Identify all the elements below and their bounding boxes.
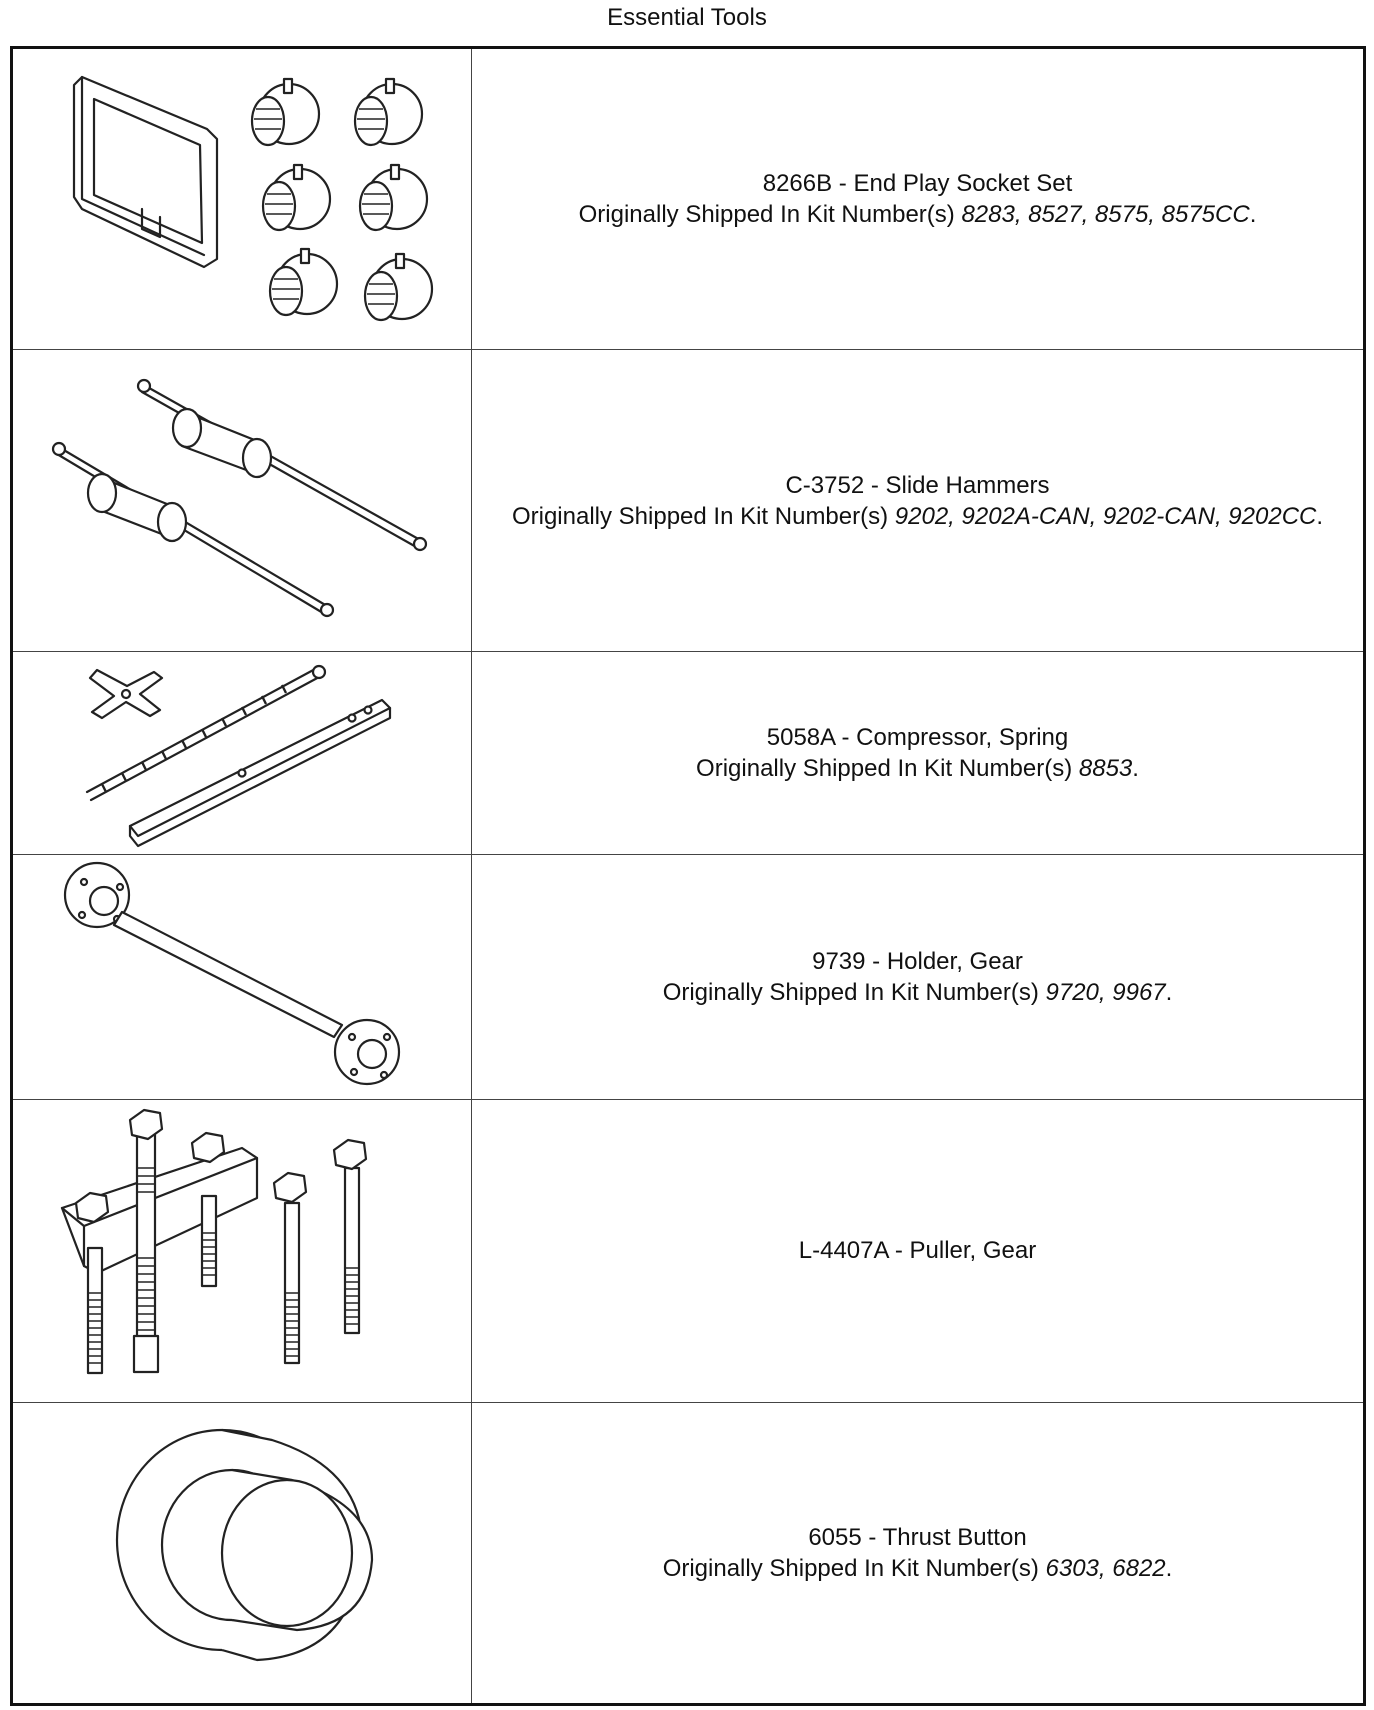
kit-numbers: 8853	[1078, 754, 1133, 782]
tool-description-cell	[472, 1100, 1365, 1402]
tool-name: C-3752 - Slide Hammers	[785, 471, 1050, 499]
table-row	[12, 1100, 1365, 1402]
socket-icon	[360, 165, 427, 230]
kit-numbers: 9720, 9967	[1045, 979, 1166, 1007]
socket-icon	[270, 249, 337, 315]
socket-icon	[355, 79, 422, 145]
kit-suffix: .	[1316, 502, 1324, 530]
kit-prefix: Originally Shipped In Kit Number(s)	[662, 979, 1039, 1007]
kit-numbers-line	[472, 199, 1363, 230]
tool-image-cell	[12, 1100, 472, 1402]
essential-tools-table	[10, 46, 1366, 1706]
tool-image-cell	[12, 350, 472, 651]
kit-prefix: Originally Shipped In Kit Number(s)	[696, 754, 1073, 782]
socket-icon	[365, 254, 432, 320]
kit-numbers: 6303, 6822	[1045, 1554, 1166, 1582]
tool-name: 9739 - Holder, Gear	[812, 948, 1023, 976]
kit-prefix: Originally Shipped In Kit Number(s)	[578, 201, 955, 229]
kit-suffix: .	[1132, 754, 1139, 782]
tool-image-cell	[12, 48, 472, 350]
table-row	[12, 48, 1365, 350]
kit-numbers-line	[472, 501, 1363, 532]
kit-prefix: Originally Shipped In Kit Number(s)	[662, 1554, 1039, 1582]
kit-numbers-line	[472, 977, 1363, 1008]
tool-description-cell	[472, 350, 1365, 651]
tool-image-cell	[12, 651, 472, 854]
kit-suffix: .	[1165, 979, 1173, 1007]
socket-icon	[252, 79, 319, 145]
tool-description-cell	[472, 1402, 1365, 1704]
kit-suffix: .	[1165, 1554, 1173, 1582]
kit-numbers-line	[472, 753, 1363, 784]
socket-icon	[263, 165, 330, 230]
tool-description-cell	[472, 48, 1365, 350]
slide-hammers-illustration	[42, 366, 442, 636]
tool-description-cell	[472, 854, 1365, 1099]
table-row	[12, 1402, 1365, 1704]
tool-name: L-4407A - Puller, Gear	[798, 1237, 1037, 1265]
tool-description-cell	[472, 651, 1365, 854]
gear-holder-illustration	[42, 857, 442, 1097]
table-row	[12, 854, 1365, 1099]
kit-prefix: Originally Shipped In Kit Number(s)	[511, 502, 889, 530]
gear-puller-illustration	[42, 1108, 442, 1393]
kit-numbers: 9202, 9202A-CAN, 9202-CAN, 9202CC	[894, 502, 1317, 530]
tool-name: 5058A - Compressor, Spring	[766, 723, 1069, 751]
table-row	[12, 350, 1365, 651]
thrust-button-illustration	[42, 1410, 442, 1695]
kit-suffix: .	[1249, 201, 1257, 229]
tool-image-cell	[12, 1402, 472, 1704]
tool-name: 8266B - End Play Socket Set	[762, 170, 1073, 198]
kit-numbers-line	[472, 1553, 1363, 1584]
spring-compressor-illustration	[42, 658, 442, 848]
tool-image-cell	[12, 854, 472, 1099]
page-title: Essential Tools	[607, 4, 767, 31]
kit-numbers: 8283, 8527, 8575, 8575CC	[961, 201, 1250, 229]
tool-name: 6055 - Thrust Button	[808, 1523, 1027, 1551]
end-play-socket-set-illustration	[42, 59, 442, 339]
table-row	[12, 651, 1365, 854]
